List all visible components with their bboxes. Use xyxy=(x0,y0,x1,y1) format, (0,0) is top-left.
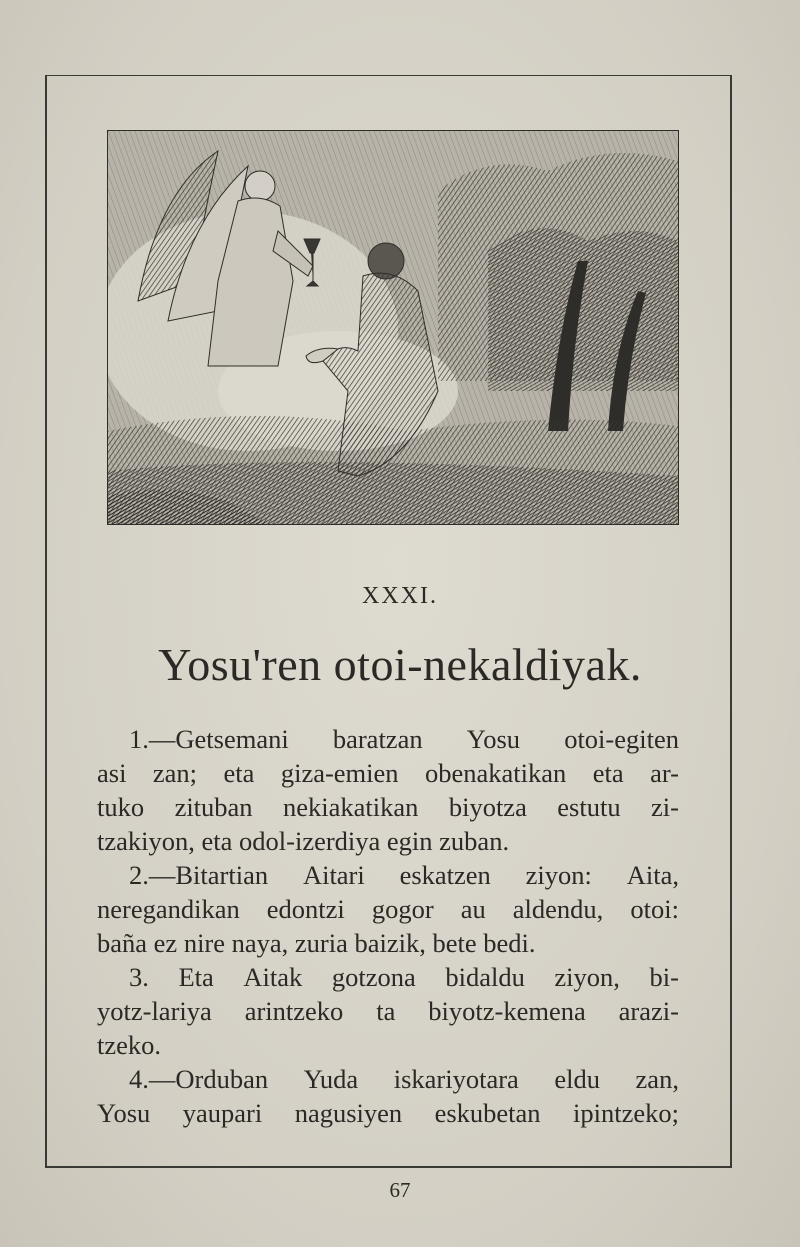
engraving-illustration xyxy=(107,130,679,525)
text-line: tzakiyon, eta odol-izerdiya egin zuban. xyxy=(97,826,510,856)
chapter-body-text xyxy=(97,722,679,1130)
page-number: 67 xyxy=(389,1178,411,1202)
text-line: 1.—Getsemani baratzan Yosu otoi-egiten xyxy=(129,724,679,754)
text-line: Yosu yaupari nagusiyen eskubetan ipintzeko; xyxy=(97,1098,679,1128)
text-line: tuko zituban nekiakatikan biyotza estutu zi- xyxy=(97,792,679,822)
text-line: asi zan; eta giza-emien obenakatikan eta ar- xyxy=(97,758,679,788)
text-line: 3. Eta Aitak gotzona bidaldu ziyon, bi- xyxy=(129,962,679,992)
chapter-numeral: XXXI. xyxy=(362,583,438,609)
chapter-title: Yosu'ren otoi-nekaldiyak. xyxy=(158,639,642,690)
text-line: baña ez nire naya, zuria baizik, bete bedi. xyxy=(97,928,536,958)
text-line: 4.—Orduban Yuda iskariyotara eldu zan, xyxy=(129,1064,679,1094)
text-line: yotz-lariya arintzeko ta biyotz-kemena arazi- xyxy=(97,996,679,1026)
text-line: neregandikan edontzi gogor au aldendu, otoi: xyxy=(97,894,679,924)
text-line: 2.—Bitartian Aitari eskatzen ziyon: Aita, xyxy=(129,860,679,890)
text-line: tzeko. xyxy=(97,1030,162,1060)
